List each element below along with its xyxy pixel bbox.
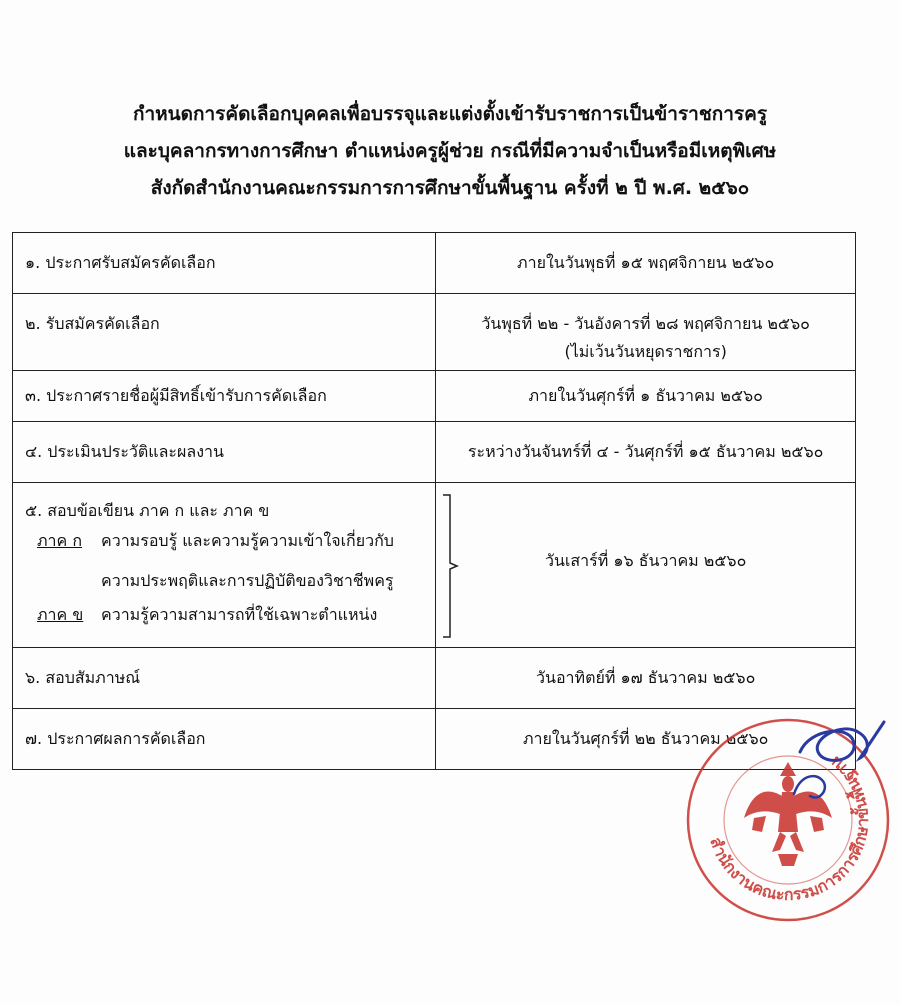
step-date: ภายในวันศุกร์ที่ ๑ ธันวาคม ๒๕๖๐ (528, 386, 763, 405)
part-a-text-2: ความประพฤติและการปฏิบัติของวิชาชีพครู (101, 571, 394, 590)
part-a-label: ภาค ก (37, 531, 83, 550)
seal-ring-text: สำนักงานคณะกรรมการการศึกษาขั้นพื้นฐาน (706, 752, 873, 905)
step-label: ๕. สอบข้อเขียน ภาค ก และ ภาค ข (25, 501, 270, 520)
step-label: ๑. ประกาศรับสมัครคัดเลือก (25, 253, 216, 272)
schedule-row (13, 648, 856, 709)
document-title (0, 96, 900, 207)
step-date-note: (ไม่เว้นวันหยุดราชการ) (564, 342, 727, 361)
schedule-table (12, 232, 856, 770)
schedule-row (13, 483, 856, 648)
schedule-row (13, 422, 856, 483)
schedule-row (13, 371, 856, 422)
step-label: ๒. รับสมัครคัดเลือก (25, 314, 160, 333)
part-a-line (37, 529, 394, 554)
title-line-2: และบุคลากรทางการศึกษา ตำแหน่งครูผู้ช่วย กรณีที่มีความจำเป็นหรือมีเหตุพิเศษ (123, 140, 777, 162)
title-line-3: สังกัดสำนักงานคณะกรรมการการศึกษาขั้นพื้นฐาน ครั้งที่ ๒ ปี พ.ศ. ๒๕๖๐ (150, 177, 750, 199)
curly-bracket (441, 493, 461, 639)
part-b-text: ความรู้ความสามารถที่ใช้เฉพาะตำแหน่ง (101, 605, 378, 624)
step-date: วันเสาร์ที่ ๑๖ ธันวาคม ๒๕๖๐ (545, 551, 747, 570)
step-label: ๔. ประเมินประวัติและผลงาน (25, 442, 224, 461)
step-label: ๓. ประกาศรายชื่อผู้มีสิทธิ์เข้ารับการคัดเลือก (25, 386, 327, 405)
schedule-row (13, 294, 856, 371)
step-label: ๖. สอบสัมภาษณ์ (25, 668, 141, 687)
schedule-row (13, 233, 856, 294)
title-line-1: กำหนดการคัดเลือกบุคคลเพื่อบรรจุและแต่งตั้งเข้ารับราชการเป็นข้าราชการครู (132, 103, 768, 125)
part-a-text-1: ความรอบรู้ และความรู้ความเข้าใจเกี่ยวกับ (101, 531, 394, 550)
step-date: ระหว่างวันจันทร์ที่ ๔ - วันศุกร์ที่ ๑๕ ธันวาคม ๒๕๖๐ (467, 442, 824, 461)
step-date: วันพุธที่ ๒๒ - วันอังคารที่ ๒๘ พฤศจิกายน ๒๕๖๐ (481, 314, 810, 333)
step-date: ภายในวันพุธที่ ๑๕ พฤศจิกายน ๒๕๖๐ (517, 253, 775, 272)
part-b-line (37, 603, 377, 628)
step-date: วันอาทิตย์ที่ ๑๗ ธันวาคม ๒๕๖๐ (536, 668, 756, 687)
part-b-label: ภาค ข (37, 605, 84, 624)
step-label: ๗. ประกาศผลการคัดเลือก (25, 729, 206, 748)
official-seal (682, 714, 894, 926)
step-date: ภายในวันศุกร์ที่ ๒๒ ธันวาคม ๒๕๖๐ (522, 729, 769, 748)
signature (800, 722, 884, 760)
